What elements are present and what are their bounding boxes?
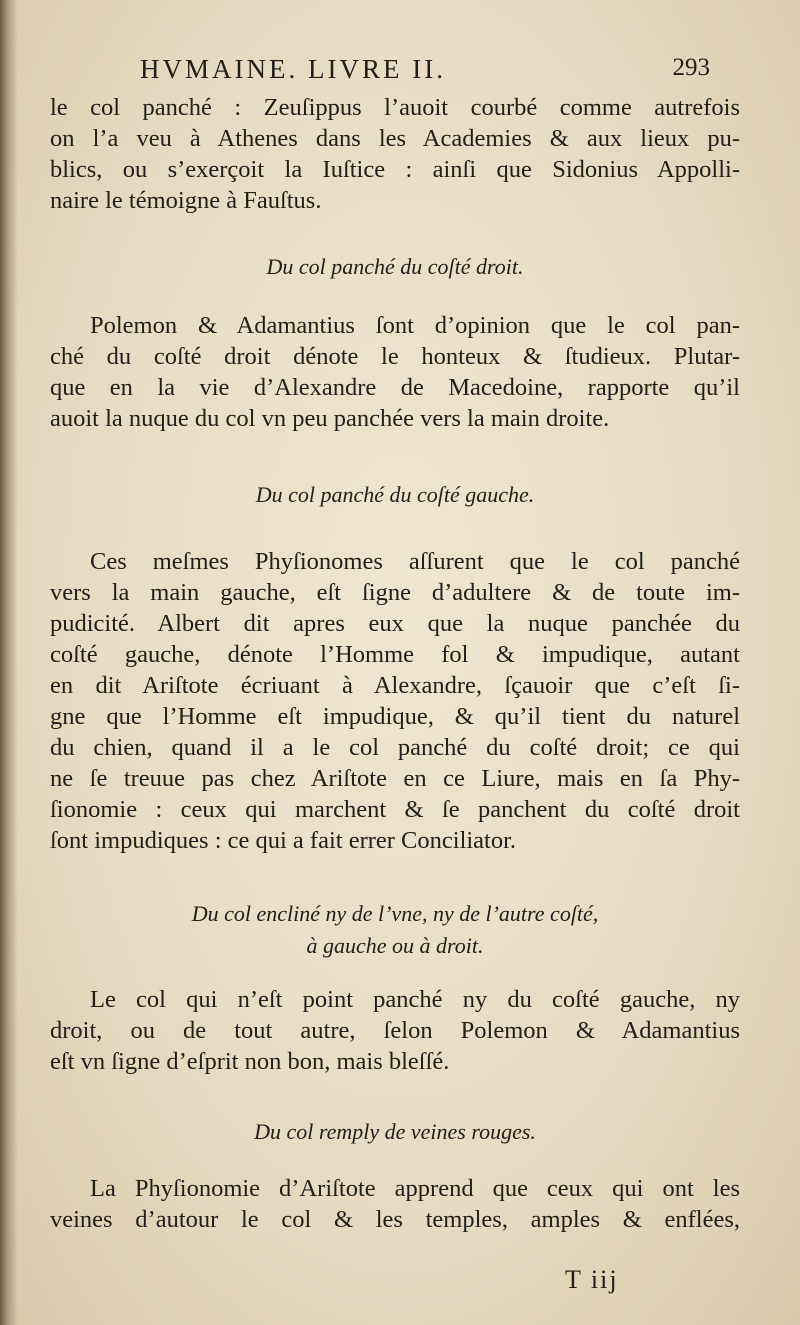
running-title: HVMAINE. LIVRE II. — [140, 54, 446, 84]
text-line: en dit Ariſtote écriuant à Alexandre, ſçauoir que c’eſt ſi- — [50, 672, 740, 699]
paragraph — [50, 310, 740, 434]
section-heading-line: à gauche ou à droit. — [306, 933, 484, 958]
text-line: blics, ou s’exerçoit la Iuſtice : ainſi que Sidonius Appolli- — [50, 156, 740, 183]
page-body — [50, 92, 740, 1235]
text-line: Polemon & Adamantius ſont d’opinion que le col pan- — [90, 312, 740, 339]
text-line: ſionomie : ceux qui marchent & ſe panchent du coſté droit — [50, 796, 740, 823]
section-heading-line: Du col encliné ny de l’vne, ny de l’autre coſté, — [191, 901, 599, 926]
section-heading: Du col panché du coſté droit. — [266, 254, 524, 279]
text-line: ché du coſté droit dénote le honteux & ſtudieux. Plutar- — [50, 343, 740, 370]
signature-mark: T iij — [565, 1265, 619, 1294]
text-line: Le col qui n’eſt point panché ny du coſté gauche, ny — [90, 986, 740, 1013]
binding-gutter — [0, 0, 18, 1325]
section-heading: Du col panché du coſté gauche. — [255, 482, 535, 507]
text-line: que en la vie d’Alexandre de Macedoine, rapporte qu’il — [50, 374, 740, 401]
page-number: 293 — [672, 54, 710, 81]
text-line: veines d’autour le col & les temples, amples & enflées, — [50, 1206, 740, 1233]
text-line: La Phyſionomie d’Ariſtote apprend que ceux qui ont les — [90, 1175, 740, 1202]
text-line: naire le témoigne à Fauſtus. — [50, 187, 322, 214]
text-line: Ces meſmes Phyſionomes aſſurent que le col panché — [90, 548, 740, 575]
paragraph — [50, 984, 740, 1077]
text-line: eſt vn ſigne d’eſprit non bon, mais bleſſé. — [50, 1048, 450, 1075]
text-line: gne que l’Homme eſt impudique, & qu’il tient du naturel — [50, 703, 740, 730]
text-line: droit, ou de tout autre, ſelon Polemon & Adamantius — [50, 1017, 740, 1044]
paragraph — [50, 92, 740, 216]
section-heading — [50, 898, 740, 962]
text-line: on l’a veu à Athenes dans les Academies & aux lieux pu- — [50, 125, 740, 152]
text-line: vers la main gauche, eſt ſigne d’adultere & de toute im- — [50, 579, 740, 606]
section-heading: Du col remply de veines rouges. — [254, 1119, 536, 1144]
paragraph — [50, 546, 740, 856]
text-line: auoit la nuque du col vn peu panchée vers la main droite. — [50, 405, 610, 432]
text-line: ſont impudiques : ce qui a fait errer Conciliator. — [50, 827, 517, 854]
text-line: ne ſe treuue pas chez Ariſtote en ce Liure, mais en ſa Phy- — [50, 765, 740, 792]
paragraph — [50, 1173, 740, 1235]
text-line: le col panché : Zeuſippus l’auoit courbé comme autrefois — [50, 94, 740, 121]
page-header — [140, 54, 710, 90]
text-line: pudicité. Albert dit apres eux que la nuque panchée du — [50, 610, 740, 637]
text-line: coſté gauche, dénote l’Homme fol & impudique, autant — [50, 641, 740, 668]
text-line: du chien, quand il a le col panché du coſté droit; ce qui — [50, 734, 740, 761]
